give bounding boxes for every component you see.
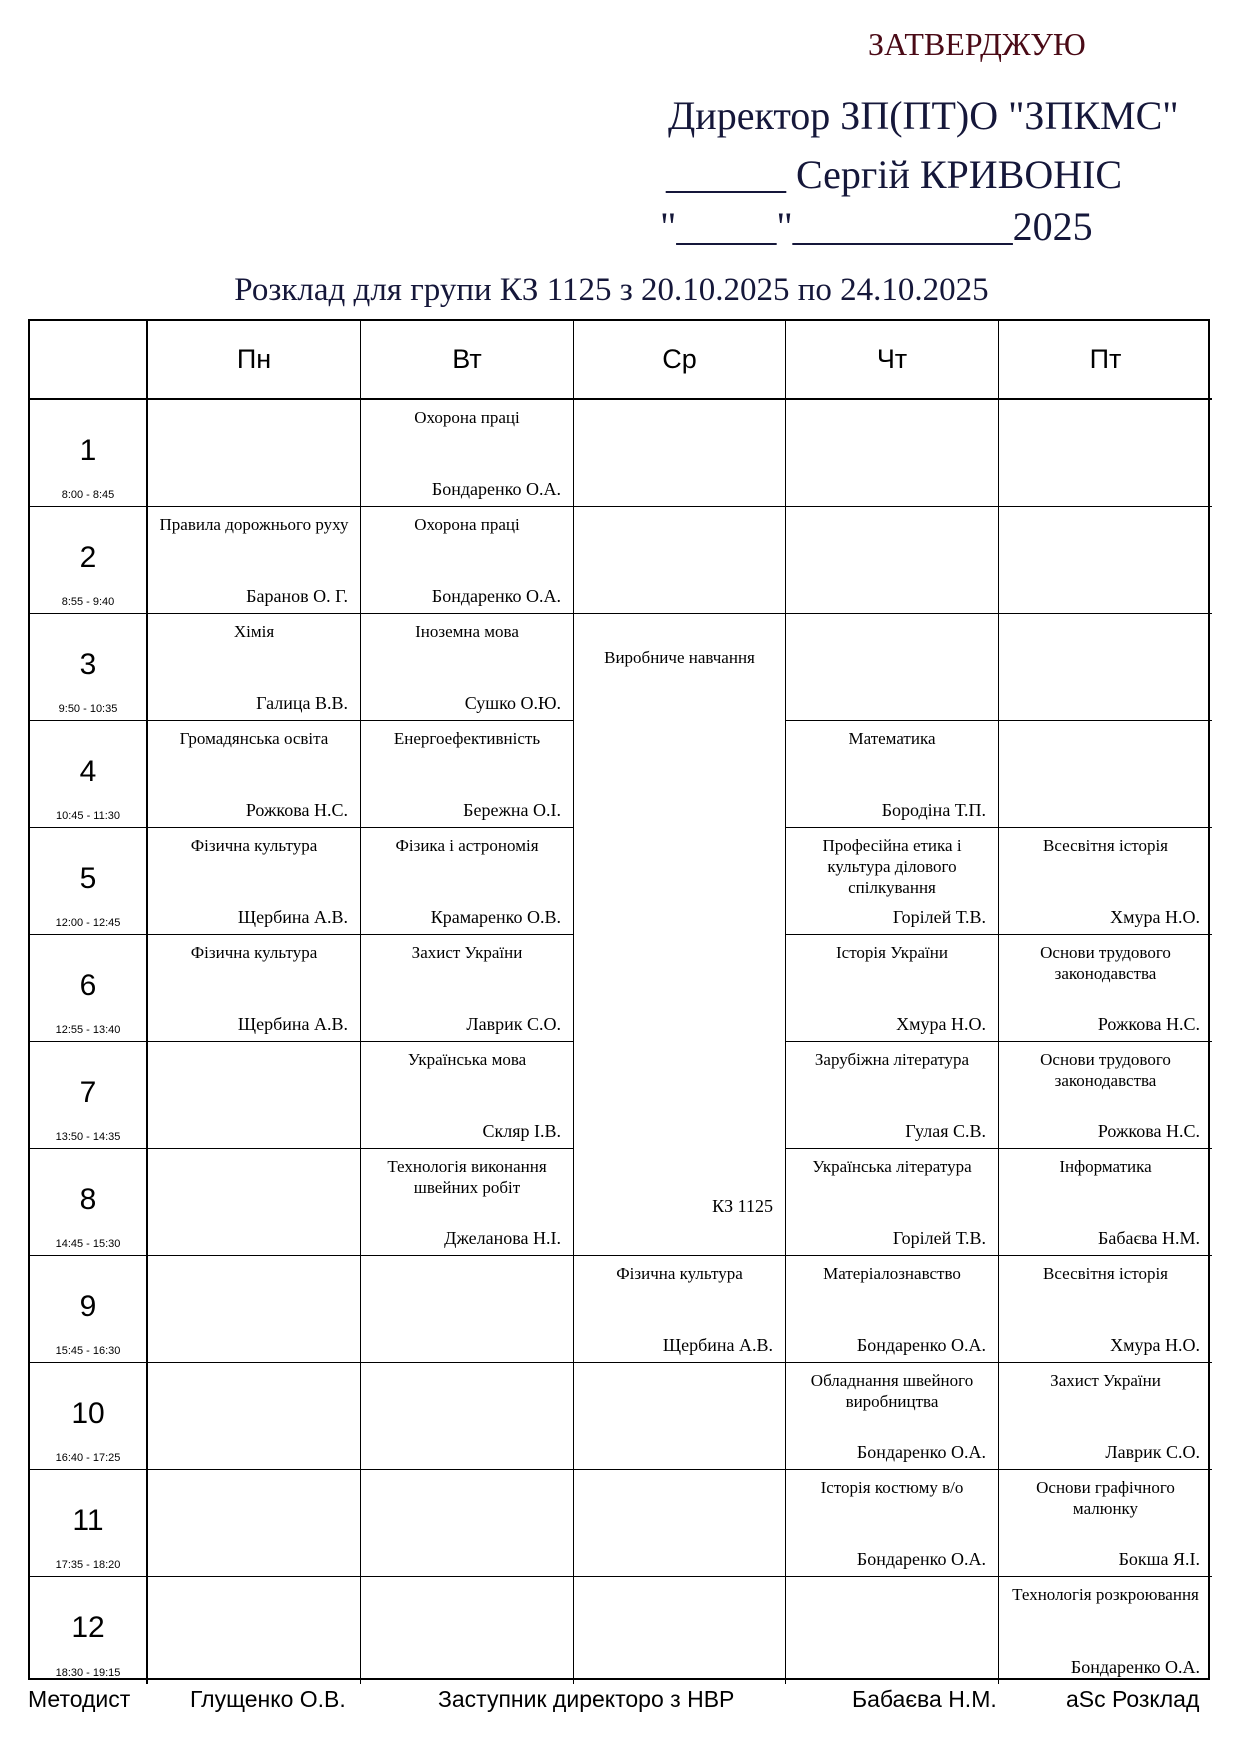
lesson-cell: [999, 1363, 1212, 1470]
empty-cell: [999, 614, 1212, 721]
lesson-teacher: Бережна О.І.: [463, 800, 561, 820]
empty-cell: [786, 507, 999, 614]
period-cell: [30, 935, 148, 1042]
lesson-subject: Енергоефективність: [393, 729, 541, 748]
lesson-cell: [361, 828, 574, 935]
empty-cell: [148, 1470, 361, 1577]
lesson-cell: [786, 1363, 999, 1470]
footer-deputy-label: Заступник директоро з НВР: [438, 1686, 735, 1712]
lesson-cell: [361, 614, 574, 721]
lesson-teacher: Рожкова Н.С.: [1097, 1014, 1200, 1034]
lesson-teacher: Хмура Н.О.: [896, 1014, 986, 1034]
period-number: 10: [71, 1397, 105, 1430]
period-number: 9: [79, 1290, 97, 1323]
lesson-subject: Обладнання швейного виробництва: [810, 1371, 974, 1411]
director-title: Директор ЗП(ПТ)О "ЗПКМС": [668, 93, 1179, 138]
empty-cell: [361, 1577, 574, 1684]
day-header: Пн: [148, 321, 361, 400]
period-number: 4: [79, 755, 97, 788]
lesson-subject: Правила дорожнього руху: [159, 515, 349, 534]
lesson-teacher: Баранов О. Г.: [246, 586, 348, 606]
lesson-subject: Українська література: [812, 1157, 972, 1176]
period-number: 11: [72, 1504, 104, 1537]
lesson-subject: Технологія розкроювання: [1012, 1585, 1199, 1604]
period-time: 8:00 - 8:45: [61, 489, 115, 501]
lesson-teacher: Щербина А.В.: [662, 1335, 773, 1355]
lesson-cell: [574, 1256, 786, 1363]
period-time: 9:50 - 10:35: [58, 703, 118, 715]
empty-cell: [999, 400, 1212, 507]
period-time: 14:45 - 15:30: [55, 1238, 121, 1250]
period-time: 12:55 - 13:40: [55, 1024, 121, 1036]
day-header: Вт: [361, 321, 574, 400]
period-number: 2: [79, 541, 97, 574]
period-cell: [30, 1577, 148, 1684]
lesson-subject: Громадянська освіта: [179, 729, 329, 748]
period-time: 13:50 - 14:35: [55, 1131, 121, 1143]
lesson-subject: Основи трудового законодавства: [1040, 1050, 1171, 1090]
lesson-subject: Основи трудового законодавства: [1040, 943, 1171, 983]
empty-cell: [361, 1256, 574, 1363]
empty-cell: [574, 1577, 786, 1684]
lesson-cell: [999, 1149, 1212, 1256]
empty-cell: [148, 1363, 361, 1470]
lesson-subject: Всесвітня історія: [1043, 1264, 1168, 1283]
lesson-cell: [786, 1256, 999, 1363]
empty-cell: [574, 400, 786, 507]
footer-methodist-label: Методист: [28, 1686, 131, 1712]
period-cell: [30, 507, 148, 614]
lesson-cell: [148, 935, 361, 1042]
lesson-subject: Охорона праці: [414, 515, 520, 534]
period-number: 3: [79, 648, 97, 681]
lesson-teacher: Бондаренко О.А.: [1070, 1657, 1200, 1677]
lesson-cell: [786, 1149, 999, 1256]
timetable-grid: [28, 319, 1210, 1680]
period-time: 15:45 - 16:30: [55, 1345, 121, 1357]
lesson-cell: [361, 400, 574, 507]
empty-cell: [574, 507, 786, 614]
lesson-teacher: Лаврик С.О.: [466, 1014, 561, 1034]
period-cell: [30, 614, 148, 721]
empty-cell: [786, 400, 999, 507]
period-time: 10:45 - 11:30: [55, 810, 120, 822]
lesson-subject: Українська мова: [407, 1050, 527, 1069]
lesson-subject: Захист України: [1050, 1371, 1161, 1390]
empty-cell: [361, 1470, 574, 1577]
lesson-teacher: Бондаренко О.А.: [856, 1442, 986, 1462]
footer-methodist-name: Глущенко О.В.: [190, 1686, 346, 1712]
lesson-teacher: Хмура Н.О.: [1110, 907, 1200, 927]
lesson-teacher: Хмура Н.О.: [1110, 1335, 1200, 1355]
empty-cell: [148, 1256, 361, 1363]
empty-cell: [574, 1470, 786, 1577]
lesson-cell: [786, 721, 999, 828]
lesson-teacher: Бородіна Т.П.: [881, 800, 986, 820]
empty-cell: [148, 400, 361, 507]
period-cell: [30, 1042, 148, 1149]
lesson-teacher: Джеланова Н.І.: [444, 1228, 561, 1248]
lesson-teacher: Щербина А.В.: [237, 1014, 348, 1034]
period-time: 16:40 - 17:25: [55, 1452, 121, 1464]
day-header: Чт: [786, 321, 999, 400]
period-cell: [30, 828, 148, 935]
empty-cell: [999, 507, 1212, 614]
lesson-subject: Технологія виконання швейних робіт: [387, 1157, 547, 1197]
period-cell: [30, 1470, 148, 1577]
approval-stamp-text: ЗАТВЕРДЖУЮ: [868, 26, 1086, 62]
period-number: 8: [79, 1183, 97, 1216]
lesson-subject: Основи графічного малюнку: [1036, 1478, 1175, 1518]
lesson-subject: Фізична культура: [190, 836, 318, 855]
empty-cell: [999, 721, 1212, 828]
lesson-subject: Матеріалознавство: [823, 1264, 961, 1283]
corner-cell: [30, 321, 148, 400]
lesson-cell-merged: [574, 614, 786, 1256]
lesson-cell: [361, 935, 574, 1042]
lesson-cell: [786, 935, 999, 1042]
lesson-teacher: Лаврик С.О.: [1105, 1442, 1200, 1462]
lesson-subject: Фізична культура: [616, 1264, 743, 1283]
empty-cell: [574, 1363, 786, 1470]
lesson-subject: Математика: [848, 729, 936, 748]
empty-cell: [786, 614, 999, 721]
lesson-subject: Іноземна мова: [415, 622, 519, 641]
day-header: Пт: [999, 321, 1212, 400]
lesson-teacher: Крамаренко О.В.: [430, 907, 561, 927]
lesson-teacher: Щербина А.В.: [237, 907, 348, 927]
lesson-teacher: Рожкова Н.С.: [1097, 1121, 1200, 1141]
lesson-cell: [361, 1042, 574, 1149]
footer-deputy-name: Бабаєва Н.М.: [852, 1686, 997, 1712]
lesson-cell: [148, 614, 361, 721]
approval-date-line: "_____"___________2025: [660, 204, 1093, 249]
period-number: 1: [79, 434, 97, 467]
lesson-teacher: Бокша Я.І.: [1118, 1549, 1200, 1569]
lesson-teacher: Рожкова Н.С.: [245, 800, 348, 820]
period-time: 12:00 - 12:45: [55, 917, 121, 929]
empty-cell: [148, 1042, 361, 1149]
lesson-cell: [999, 1042, 1212, 1149]
lesson-cell: [999, 935, 1212, 1042]
lesson-cell: [148, 828, 361, 935]
empty-cell: [361, 1363, 574, 1470]
lesson-teacher: Сушко О.Ю.: [464, 693, 561, 713]
lesson-group: КЗ 1125: [712, 1196, 773, 1216]
lesson-cell: [361, 721, 574, 828]
lesson-cell: [999, 828, 1212, 935]
lesson-subject: Охорона праці: [414, 408, 520, 427]
lesson-cell: [786, 1042, 999, 1149]
lesson-cell: [361, 507, 574, 614]
lesson-subject: Захист України: [411, 943, 523, 962]
period-cell: [30, 1256, 148, 1363]
lesson-cell: [786, 1470, 999, 1577]
lesson-teacher: Бондаренко О.А.: [431, 479, 561, 499]
period-time: 8:55 - 9:40: [61, 596, 115, 608]
lesson-teacher: Скляр І.В.: [482, 1121, 561, 1141]
lesson-subject: Зарубіжна література: [814, 1050, 970, 1069]
lesson-subject: Професійна етика і культура ділового спілкування: [822, 836, 962, 897]
empty-cell: [148, 1149, 361, 1256]
lesson-subject: Хімія: [233, 622, 275, 641]
period-cell: [30, 400, 148, 507]
lesson-teacher: Бондаренко О.А.: [431, 586, 561, 606]
lesson-cell: [999, 1470, 1212, 1577]
lesson-cell: [999, 1577, 1212, 1684]
period-cell: [30, 721, 148, 828]
period-time: 17:35 - 18:20: [55, 1559, 121, 1571]
period-number: 6: [79, 969, 97, 1002]
schedule-title: Розклад для групи КЗ 1125 з 20.10.2025 по 24.10.2025: [234, 272, 989, 308]
period-time: 18:30 - 19:15: [55, 1667, 121, 1679]
lesson-cell: [361, 1149, 574, 1256]
lesson-teacher: Бабаєва Н.М.: [1098, 1228, 1200, 1248]
lesson-teacher: Горілей Т.В.: [892, 1228, 986, 1248]
lesson-cell: [148, 507, 361, 614]
lesson-subject: Фізика і астрономія: [395, 836, 539, 855]
lesson-cell: [999, 1256, 1212, 1363]
lesson-subject: Інформатика: [1059, 1157, 1152, 1176]
lesson-teacher: Бондаренко О.А.: [856, 1335, 986, 1355]
lesson-subject: Фізична культура: [190, 943, 318, 962]
empty-cell: [786, 1577, 999, 1684]
lesson-subject: Історія костюму в/о: [820, 1478, 964, 1497]
director-signature-line: ______ Сергій КРИВОНІС: [666, 152, 1123, 197]
period-cell: [30, 1149, 148, 1256]
lesson-cell: [786, 828, 999, 935]
period-cell: [30, 1363, 148, 1470]
lesson-cell: [148, 721, 361, 828]
lesson-teacher: Гулая С.В.: [905, 1121, 986, 1141]
footer-software: aSc Розклад: [1066, 1686, 1200, 1712]
lesson-subject: Всесвітня історія: [1043, 836, 1168, 855]
lesson-teacher: Бондаренко О.А.: [856, 1549, 986, 1569]
period-number: 12: [71, 1611, 105, 1644]
period-number: 7: [79, 1076, 97, 1109]
lesson-subject: Історія України: [836, 943, 948, 962]
empty-cell: [148, 1577, 361, 1684]
lesson-teacher: Горілей Т.В.: [892, 907, 986, 927]
lesson-teacher: Галица В.В.: [256, 693, 348, 713]
lesson-subject: Виробниче навчання: [604, 648, 755, 667]
day-header: Ср: [574, 321, 786, 400]
period-number: 5: [79, 862, 97, 895]
